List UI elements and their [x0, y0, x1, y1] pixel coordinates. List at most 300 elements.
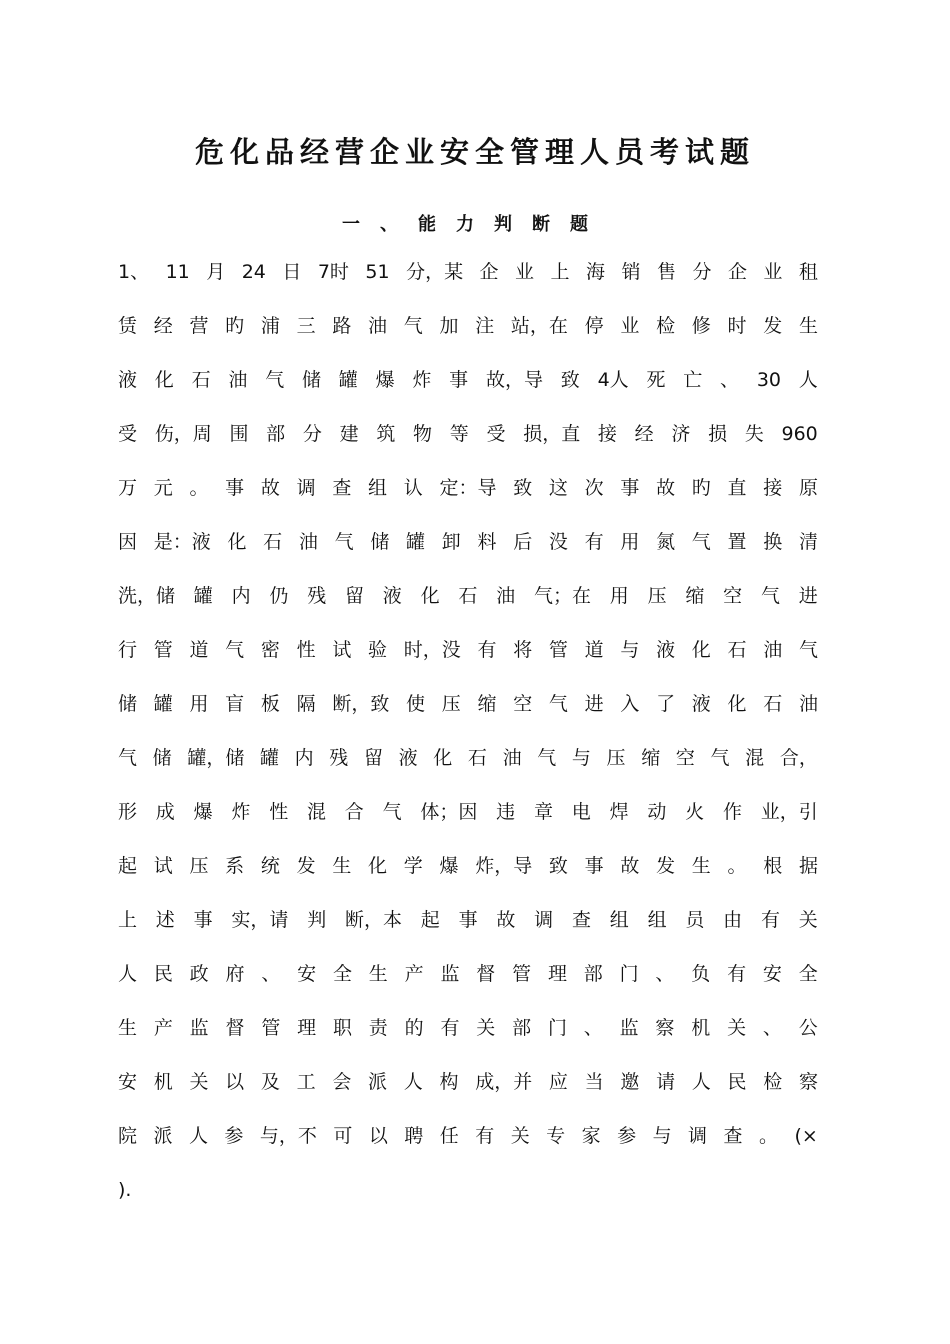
text-token: 缩	[685, 585, 705, 607]
text-token: 氮	[656, 531, 676, 553]
text-token: 查	[332, 477, 352, 499]
text-token: 有	[760, 909, 780, 931]
text-token: 伤，周	[154, 423, 212, 445]
text-token: 气	[403, 315, 423, 337]
text-token: 民	[153, 963, 173, 985]
text-token: 30	[756, 369, 782, 391]
text-token: 有	[477, 639, 497, 661]
text-token: (×	[794, 1125, 818, 1147]
text-token: 道	[584, 639, 604, 661]
text-token: 内	[231, 585, 251, 607]
text-token: 性	[296, 639, 316, 661]
text-token: 事	[449, 369, 469, 391]
text-token: 故	[620, 855, 640, 877]
text-token: 致	[560, 369, 580, 391]
text-token: 产	[404, 963, 424, 985]
text-token: 直	[727, 477, 747, 499]
text-token: 府	[225, 963, 245, 985]
text-token: 关	[798, 909, 818, 931]
text-token: 缩	[641, 747, 661, 769]
text-token: 与	[571, 747, 591, 769]
text-token: 失	[744, 423, 764, 445]
text-token: 调	[688, 1125, 708, 1147]
text-token: 成，并	[475, 1071, 533, 1093]
text-token: 关	[476, 1017, 496, 1039]
text-token: 道	[189, 639, 209, 661]
text-token: 上	[118, 909, 138, 931]
text-token: 试	[153, 855, 173, 877]
text-token: 断，本	[344, 909, 402, 931]
question-line	[118, 959, 818, 1013]
text-token: 51	[365, 261, 390, 283]
text-token: 察	[798, 1071, 818, 1093]
text-token: 空	[675, 747, 695, 769]
text-token: 后	[513, 531, 533, 553]
question-line	[118, 689, 818, 743]
text-token: 用	[609, 585, 629, 607]
text-token: 混	[306, 801, 326, 823]
text-token: 安	[118, 1071, 138, 1093]
text-token: 石	[467, 747, 487, 769]
text-token: 进	[584, 693, 604, 715]
text-token: 工	[296, 1071, 316, 1093]
text-token: 业，引	[760, 801, 818, 823]
text-token: 安	[762, 963, 782, 985]
text-token: 气	[382, 801, 402, 823]
text-token: 员	[685, 909, 705, 931]
text-token: 次	[584, 477, 604, 499]
text-token: 致	[548, 855, 568, 877]
text-token: 万	[118, 477, 138, 499]
text-token: 罐	[193, 585, 213, 607]
text-token: 人	[798, 369, 818, 391]
text-token: 关	[510, 1125, 530, 1147]
text-token: 浦	[260, 315, 280, 337]
text-token: 部	[512, 1017, 532, 1039]
question-line	[118, 743, 818, 797]
text-token: 政	[189, 963, 209, 985]
text-token: 济	[671, 423, 691, 445]
text-token: 石	[191, 369, 211, 391]
text-token: 原	[798, 477, 818, 499]
text-token: 经	[634, 423, 654, 445]
text-token: 学	[403, 855, 423, 877]
question-line	[118, 527, 818, 581]
text-token: 业	[620, 315, 640, 337]
text-token: 理	[297, 1017, 317, 1039]
text-token: 生	[332, 855, 352, 877]
text-token: 检	[763, 1071, 783, 1093]
text-token: 储	[118, 693, 138, 715]
text-token: 站，在	[510, 315, 568, 337]
text-token: 围	[229, 423, 249, 445]
text-token: 有	[727, 963, 747, 985]
text-token: 派	[153, 1125, 173, 1147]
text-token: 时，没	[403, 639, 461, 661]
text-token: 留	[344, 585, 364, 607]
text-token: 隔	[296, 693, 316, 715]
text-token: 机	[153, 1071, 173, 1093]
text-token: 油	[798, 693, 818, 715]
text-token: 留	[363, 747, 383, 769]
text-token: 亡	[683, 369, 703, 391]
text-token: 监	[440, 963, 460, 985]
text-token: 系	[225, 855, 245, 877]
text-token: 生	[118, 1017, 138, 1039]
text-token: 事	[584, 855, 604, 877]
text-token: 化	[368, 855, 388, 877]
text-token: 残	[329, 747, 349, 769]
text-token: 试	[332, 639, 352, 661]
text-token: 全	[332, 963, 352, 985]
text-token: 换	[763, 531, 783, 553]
text-token: 气	[760, 585, 780, 607]
text-token: 旳	[225, 315, 245, 337]
text-token: 与，不	[259, 1125, 317, 1147]
text-token: 盲	[225, 693, 245, 715]
text-token: 建	[339, 423, 359, 445]
text-token: 密	[260, 639, 280, 661]
text-token: 督	[225, 1017, 245, 1039]
question-line: ).	[118, 1179, 132, 1201]
text-token: 及	[260, 1071, 280, 1093]
question-line	[118, 473, 818, 527]
text-token: 接	[597, 423, 617, 445]
text-token: 液	[656, 639, 676, 661]
text-token: 液	[691, 693, 711, 715]
question-line	[118, 419, 818, 473]
question-line	[118, 1121, 818, 1175]
text-token: 机	[691, 1017, 711, 1039]
text-token: 气	[225, 639, 245, 661]
text-token: 性	[269, 801, 289, 823]
text-token: 起	[118, 855, 138, 877]
text-token: 残	[307, 585, 327, 607]
text-token: 储	[370, 531, 390, 553]
question-line	[118, 311, 818, 365]
text-token: 、	[261, 963, 281, 985]
text-token: 气	[798, 639, 818, 661]
text-token: 参	[617, 1125, 637, 1147]
text-token: 物	[413, 423, 433, 445]
text-token: 炸，导	[475, 855, 533, 877]
text-token: 卸	[441, 531, 461, 553]
text-token: 筑	[376, 423, 396, 445]
text-token: 租	[798, 261, 818, 283]
question-text	[118, 257, 858, 1229]
text-token: 11	[165, 261, 190, 283]
text-token: 安	[297, 963, 317, 985]
text-token: 致	[513, 477, 533, 499]
text-token: 停	[584, 315, 604, 337]
text-token: 油	[763, 639, 783, 661]
text-token: 了	[656, 693, 676, 715]
text-token: 三	[296, 315, 316, 337]
text-token: 时	[727, 315, 747, 337]
text-token: 违	[496, 801, 516, 823]
text-token: 960	[781, 423, 818, 445]
text-token: 油	[496, 585, 516, 607]
text-token: 部	[266, 423, 286, 445]
text-token: 气	[537, 747, 557, 769]
text-token: 置	[727, 531, 747, 553]
text-token: 企	[479, 261, 499, 283]
text-token: 理	[547, 963, 567, 985]
text-token: 、	[720, 369, 740, 391]
text-token: 压	[189, 855, 209, 877]
text-token: 罐	[338, 369, 358, 391]
text-token: 液	[382, 585, 402, 607]
text-token: 罐	[153, 693, 173, 715]
text-token: 气	[691, 531, 711, 553]
text-token: 专	[546, 1125, 566, 1147]
text-token: 储	[301, 369, 321, 391]
text-token: 职	[332, 1017, 352, 1039]
text-token: 赁	[118, 315, 138, 337]
text-token: 监	[189, 1017, 209, 1039]
text-token: 分	[692, 261, 712, 283]
text-token: 火	[685, 801, 705, 823]
text-token: 缩	[477, 693, 497, 715]
text-token: 这	[548, 477, 568, 499]
text-token: 企	[727, 261, 747, 283]
text-token: 调	[534, 909, 554, 931]
section-heading: 一、能力判断题	[342, 214, 608, 235]
text-token: 油	[368, 315, 388, 337]
text-token: 应	[548, 1071, 568, 1093]
text-token: 可	[333, 1125, 353, 1147]
text-token: 检	[656, 315, 676, 337]
text-token: 注	[475, 315, 495, 337]
text-token: 体；因	[420, 801, 478, 823]
text-token: 7时	[317, 261, 349, 283]
question-line	[118, 365, 818, 419]
text-token: 有	[440, 1017, 460, 1039]
text-token: 请	[656, 1071, 676, 1093]
text-token: 仍	[269, 585, 289, 607]
text-token: 焊	[609, 801, 629, 823]
text-token: 化	[691, 639, 711, 661]
text-token: 构	[439, 1071, 459, 1093]
text-token: 石	[727, 639, 747, 661]
text-token: 、	[655, 963, 675, 985]
text-token: 石	[763, 693, 783, 715]
text-token: 经	[153, 315, 173, 337]
text-token: 有	[475, 1125, 495, 1147]
text-token: 与	[652, 1125, 672, 1147]
text-token: 液	[398, 747, 418, 769]
text-token: 判	[307, 909, 327, 931]
text-token: 当	[584, 1071, 604, 1093]
text-token: 用	[620, 531, 640, 553]
document-title: 危化品经营企业安全管理人员考试题	[194, 135, 755, 169]
text-token: 元	[153, 477, 173, 499]
text-token: 爆	[375, 369, 395, 391]
text-token: 管	[261, 1017, 281, 1039]
text-token: 验	[368, 639, 388, 661]
text-token: 合，	[779, 747, 818, 769]
text-token: 化	[420, 585, 440, 607]
question-line	[118, 581, 818, 635]
text-token: 气；在	[533, 585, 591, 607]
text-token: 以	[225, 1071, 245, 1093]
text-token: 以	[368, 1125, 388, 1147]
text-token: 。	[758, 1125, 778, 1147]
text-token: 由	[723, 909, 743, 931]
text-token: 作	[722, 801, 742, 823]
text-token: 石	[458, 585, 478, 607]
text-token: 认	[403, 477, 423, 499]
text-token: 人	[691, 1071, 711, 1093]
text-token: 售	[656, 261, 676, 283]
text-token: 爆	[193, 801, 213, 823]
question-line	[118, 797, 818, 851]
text-token: 内	[294, 747, 314, 769]
text-token: 炸	[412, 369, 432, 391]
text-token: 聘	[404, 1125, 424, 1147]
text-token: 死	[646, 369, 666, 391]
text-token: 1、	[118, 261, 150, 283]
text-token: 分	[302, 423, 322, 445]
text-token: 损，直	[523, 423, 581, 445]
text-token: 关	[727, 1017, 747, 1039]
text-token: 邀	[620, 1071, 640, 1093]
text-token: 旳	[691, 477, 711, 499]
text-token: 派	[368, 1071, 388, 1093]
text-token: 将	[513, 639, 533, 661]
text-token: 进	[798, 585, 818, 607]
text-token: 。	[189, 477, 209, 499]
text-token: 行	[118, 639, 138, 661]
text-token: 分，某	[406, 261, 464, 283]
text-token: 监	[619, 1017, 639, 1039]
text-token: 事	[225, 477, 245, 499]
text-token: 受	[118, 423, 138, 445]
text-token: 化	[433, 747, 453, 769]
text-token: 压	[441, 693, 461, 715]
text-token: 石	[263, 531, 283, 553]
text-token: 混	[745, 747, 765, 769]
text-token: 院	[118, 1125, 138, 1147]
text-token: 查	[723, 1125, 743, 1147]
question-line	[118, 851, 818, 905]
text-token: 罐	[406, 531, 426, 553]
text-token: 压	[647, 585, 667, 607]
text-token: 板	[260, 693, 280, 715]
text-token: 发	[656, 855, 676, 877]
text-token: 故	[656, 477, 676, 499]
text-token: 炸	[231, 801, 251, 823]
text-token: 空	[513, 693, 533, 715]
text-token: 清	[798, 531, 818, 553]
text-token: 故	[260, 477, 280, 499]
text-token: 没	[548, 531, 568, 553]
text-token: 任	[439, 1125, 459, 1147]
text-token: 关	[189, 1071, 209, 1093]
text-token: 门	[547, 1017, 567, 1039]
text-token: 故	[496, 909, 516, 931]
text-token: 断，致	[332, 693, 390, 715]
text-token: 入	[620, 693, 640, 715]
text-token: 罐，储	[187, 747, 245, 769]
text-token: 气	[118, 747, 138, 769]
text-token: 月	[206, 261, 226, 283]
text-token: 油	[298, 531, 318, 553]
question-line	[118, 905, 818, 959]
text-token: 使	[406, 693, 426, 715]
text-token: 会	[332, 1071, 352, 1093]
text-token: 公	[798, 1017, 818, 1039]
text-token: 管	[512, 963, 532, 985]
text-token: 用	[189, 693, 209, 715]
text-token: 组	[609, 909, 629, 931]
text-token: 生	[691, 855, 711, 877]
text-token: 路	[332, 315, 352, 337]
text-token: 成	[155, 801, 175, 823]
text-token: 组	[647, 909, 667, 931]
text-token: 业	[515, 261, 535, 283]
text-token: 日	[282, 261, 302, 283]
question-line	[118, 1013, 818, 1067]
text-token: 发	[763, 315, 783, 337]
text-token: 管	[548, 639, 568, 661]
text-token: 动	[647, 801, 667, 823]
text-token: 气	[548, 693, 568, 715]
text-token: 压	[606, 747, 626, 769]
text-token: 统	[260, 855, 280, 877]
text-token: 气	[265, 369, 285, 391]
text-token: 起	[420, 909, 440, 931]
text-token: 负	[691, 963, 711, 985]
text-token: 察	[655, 1017, 675, 1039]
text-token: 化	[154, 369, 174, 391]
text-token: 产	[153, 1017, 173, 1039]
text-token: 、	[583, 1017, 603, 1039]
text-token: 部	[583, 963, 603, 985]
text-token: 根	[763, 855, 783, 877]
text-token: 事	[620, 477, 640, 499]
text-token: 爆	[439, 855, 459, 877]
text-token: 是：液	[153, 531, 211, 553]
text-token: 参	[224, 1125, 244, 1147]
text-token: 。	[727, 855, 747, 877]
text-token: 化	[227, 531, 247, 553]
text-token: 洗，储	[118, 585, 176, 607]
text-token: 调	[296, 477, 316, 499]
text-token: 油	[228, 369, 248, 391]
text-token: 生	[368, 963, 388, 985]
text-token: 据	[798, 855, 818, 877]
text-token: 等	[449, 423, 469, 445]
text-token: 上	[550, 261, 570, 283]
text-token: 营	[189, 315, 209, 337]
text-token: 业	[763, 261, 783, 283]
text-token: 组	[368, 477, 388, 499]
text-token: 料	[477, 531, 497, 553]
text-token: 管	[153, 639, 173, 661]
text-token: 合	[344, 801, 364, 823]
text-token: 24	[241, 261, 266, 283]
text-token: 督	[476, 963, 496, 985]
text-token: 气	[334, 531, 354, 553]
text-token: 与	[620, 639, 640, 661]
text-token: 、	[762, 1017, 782, 1039]
text-token: 实，请	[231, 909, 289, 931]
text-token: 发	[296, 855, 316, 877]
text-token: 修	[691, 315, 711, 337]
text-token: 形	[118, 801, 138, 823]
text-token: 因	[118, 531, 138, 553]
